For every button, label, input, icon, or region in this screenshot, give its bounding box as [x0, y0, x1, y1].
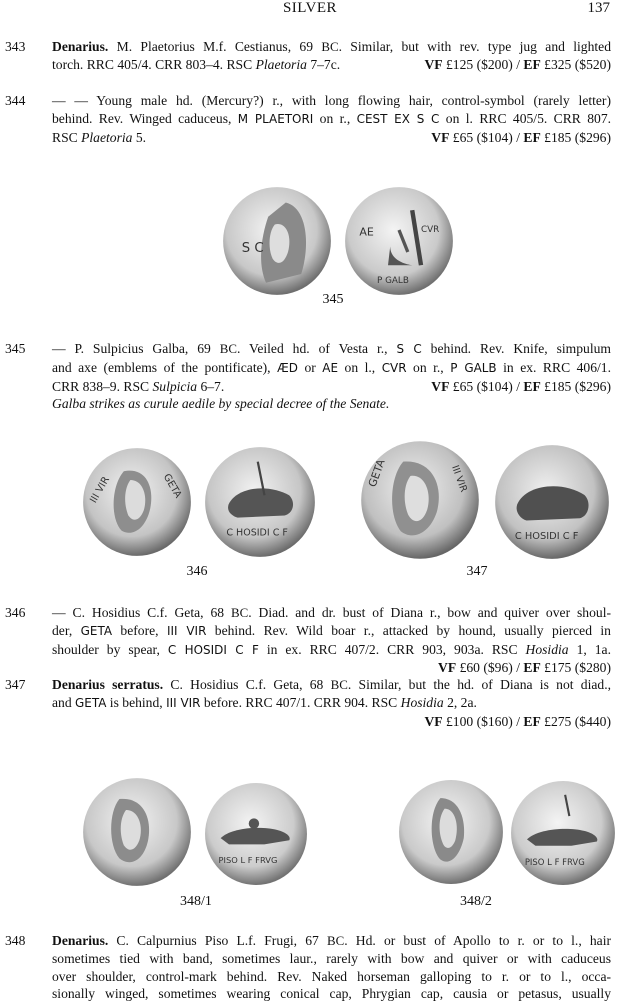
- entry-number: 348: [5, 933, 26, 948]
- coin-legend: GETA: [365, 457, 388, 489]
- text: C. Calpurnius Piso L.f. Frugi, 67: [108, 933, 327, 948]
- entry-line: [52, 129, 611, 147]
- price: [431, 378, 611, 396]
- text: £100 ($160) /: [442, 713, 524, 729]
- coin-345-obverse: [222, 186, 332, 296]
- coin-image: [222, 186, 332, 296]
- ref-name: Hosidia: [400, 694, 444, 710]
- text: on r.,: [406, 359, 451, 375]
- entry-line: over shoulder, control-mark behind. Rev. Naked horseman galloping to r. or to l., occa-: [52, 968, 611, 984]
- entry-347: [5, 676, 611, 730]
- page-header: [0, 0, 620, 20]
- text: . Hd. or bust of Apollo to r. or to l., hair: [344, 933, 612, 948]
- text: der,: [52, 622, 81, 638]
- coin-legend: PISO L F FRVG: [218, 855, 278, 866]
- legend: III VIR: [166, 623, 207, 638]
- text: . Diad. and dr. bust of Diana r., bow and quiver over shoul-: [248, 605, 611, 620]
- text: . Veiled hd. of Vesta r.,: [236, 341, 397, 356]
- text: £175 ($280): [540, 660, 611, 676]
- coin-348-1-obverse: [82, 776, 192, 888]
- text: 6–7.: [197, 378, 225, 394]
- price: [52, 713, 611, 731]
- text: BC: [230, 605, 249, 620]
- figure-caption: 347: [466, 564, 488, 579]
- text: on l.,: [338, 359, 382, 375]
- entry-number: 343: [5, 39, 26, 54]
- running-head: SILVER: [282, 0, 338, 16]
- text: 7–7c.: [306, 56, 341, 72]
- coin-legend: C HOSIDI C F: [226, 527, 288, 539]
- denomination: Denarius.: [52, 933, 109, 948]
- legend: GETA: [75, 695, 107, 710]
- text: on r.,: [313, 110, 357, 126]
- text: BC: [321, 39, 339, 54]
- text: and: [52, 694, 76, 710]
- coin-345-reverse: [344, 186, 454, 296]
- text: torch. RRC 405/4. CRR 803–4. RSC: [52, 56, 256, 72]
- text: — P. Sulpicius Galba, 69: [52, 341, 220, 356]
- note: Galba strikes as curule aedile by special decree of the Senate.: [52, 396, 390, 412]
- denomination: Denarius serratus.: [52, 677, 164, 692]
- entry-line: [52, 340, 611, 359]
- entry-343: [5, 38, 611, 74]
- text: or: [297, 359, 323, 375]
- coin-legend: PISO L F FRVG: [524, 856, 585, 867]
- text: M. Plaetorius M.f. Cestianus, 69: [108, 39, 322, 54]
- legend: CVR: [381, 360, 407, 375]
- entry-number: 344: [5, 93, 26, 108]
- text: £60 ($96) /: [456, 660, 524, 676]
- grade: EF: [523, 713, 541, 729]
- coin-image: [204, 446, 316, 558]
- entry-number: 347: [5, 677, 26, 692]
- ref-name: Plaetoria: [81, 129, 133, 145]
- ref-name: Sulpicia: [152, 378, 198, 394]
- ref-name: Plaetoria: [255, 56, 307, 72]
- grade: EF: [523, 378, 541, 394]
- text: BC: [330, 677, 348, 692]
- coin-image: [204, 782, 308, 886]
- grade: EF: [523, 129, 541, 145]
- text: £65 ($104) /: [449, 378, 524, 394]
- text: £185 ($296): [540, 129, 611, 145]
- entry-line: [52, 38, 611, 56]
- text: £125 ($200) /: [442, 56, 524, 72]
- text: BC: [219, 341, 237, 356]
- coin-legend: P GALB: [377, 275, 409, 286]
- text: on l. RRC 405/5. CRR 807.: [439, 110, 612, 126]
- legend: AE: [322, 360, 339, 375]
- grade: VF: [424, 713, 443, 729]
- coin-346-reverse: [204, 446, 316, 558]
- text: 1, 1a.: [568, 641, 611, 657]
- legend: S C: [396, 342, 422, 356]
- text: RSC: [52, 129, 82, 145]
- coin-legend: III VIR: [449, 463, 469, 494]
- entry-348: [5, 932, 611, 1003]
- entry-note: [52, 395, 611, 413]
- entry-line: [52, 641, 611, 660]
- text: BC: [327, 933, 345, 948]
- legend: C HOSIDI C F: [167, 642, 259, 657]
- legend: ÆD: [277, 360, 298, 375]
- entry-344: [5, 92, 611, 146]
- figure-caption: 348/2: [460, 894, 492, 909]
- text: and axe (emblems of the pontificate),: [52, 359, 278, 375]
- entry-line: — — Young male hd. (Mercury?) r., with long flowing hair, control-symbol (rarely letter): [52, 93, 611, 108]
- text: £185 ($296): [540, 378, 611, 394]
- grade: VF: [438, 660, 457, 676]
- entry-line: [52, 378, 611, 396]
- text: behind. Rev. Knife, simpulum: [421, 341, 611, 356]
- text: in ex. RRC 406/1.: [496, 359, 611, 375]
- grade: EF: [523, 56, 541, 72]
- coin-legend: AE: [359, 225, 374, 239]
- coin-348-2-obverse: [398, 776, 504, 888]
- figure-caption: 348/1: [180, 894, 212, 909]
- coin-image: [360, 440, 480, 560]
- text: behind. Rev. Wild boar r., attacked by hound, usually pierced in: [206, 622, 611, 638]
- text: . Similar, but with rev. type jug and lighted: [338, 39, 611, 54]
- text: in ex. RRC 407/2. CRR 903, 903a. RSC: [258, 641, 526, 657]
- entry-346: [5, 604, 611, 677]
- legend: M PLAETORI: [237, 111, 314, 126]
- price: [52, 659, 611, 677]
- text: CRR 838–9. RSC: [52, 378, 153, 394]
- entry-345: [5, 340, 611, 413]
- price: [431, 129, 611, 147]
- legend: GETA: [80, 623, 113, 638]
- coin-348-2-reverse: [510, 780, 616, 886]
- entry-line: [52, 694, 611, 713]
- grade: VF: [431, 378, 450, 394]
- coin-image: [344, 186, 454, 296]
- grade: VF: [431, 129, 450, 145]
- coin-image: [510, 780, 616, 886]
- entry-line: sometimes tied with band, sometimes laur., rarely with bow and quiver or with caduceus: [52, 950, 611, 966]
- page-number: 137: [587, 0, 610, 16]
- coin-image: [82, 446, 192, 558]
- grade: EF: [523, 660, 541, 676]
- text: £325 ($520): [540, 56, 611, 72]
- legend: P GALB: [450, 360, 497, 375]
- text: . Similar, but the hd. of Diana is not diad.,: [347, 677, 611, 692]
- coin-legend: CVR: [421, 225, 440, 236]
- coin-347-reverse: [494, 444, 610, 560]
- entry-number: 345: [5, 341, 26, 356]
- coin-image: [82, 776, 192, 888]
- entry-line: [52, 622, 611, 641]
- text: behind. Rev. Winged caduceus,: [52, 110, 238, 126]
- text: is behind,: [106, 694, 167, 710]
- entry-line: sionally winged, sometimes wearing conical cap, Phrygian cap, causia or petasus, usually: [52, 986, 611, 1002]
- legend: CEST EX S C: [356, 111, 440, 126]
- coin-legend: C HOSIDI C F: [514, 531, 579, 543]
- text: 2, 2a.: [443, 694, 477, 710]
- coin-legend: GETA: [160, 472, 184, 501]
- denomination: Denarius.: [52, 39, 109, 54]
- coin-346-obverse: [82, 446, 192, 558]
- coin-348-1-reverse: [204, 782, 308, 886]
- ref-name: Hosidia: [525, 641, 569, 657]
- figure-caption: 346: [186, 564, 208, 579]
- text: before,: [112, 622, 167, 638]
- text: £65 ($104) /: [449, 129, 524, 145]
- coin-legend: S C: [241, 241, 264, 256]
- entry-line: [52, 56, 611, 74]
- entry-line: [52, 932, 611, 950]
- figure-caption: 345: [322, 292, 344, 307]
- text: 5.: [132, 129, 147, 145]
- text: £275 ($440): [540, 713, 611, 729]
- text: C. Hosidius C.f. Geta, 68: [163, 677, 331, 692]
- coin-347-obverse: [360, 440, 480, 560]
- entry-line: [52, 359, 611, 378]
- entry-number: 346: [5, 605, 26, 620]
- text: before. RRC 407/1. CRR 904. RSC: [200, 694, 401, 710]
- coin-image: [398, 776, 504, 888]
- entry-line: [52, 110, 611, 129]
- grade: VF: [424, 56, 443, 72]
- entry-line: [52, 676, 611, 694]
- price: [424, 56, 611, 74]
- text: shoulder by spear,: [52, 641, 168, 657]
- coin-image: [494, 444, 610, 560]
- text: — C. Hosidius C.f. Geta, 68: [52, 605, 231, 620]
- entry-line: [52, 604, 611, 622]
- coin-legend: III VIR: [88, 474, 113, 506]
- legend: III VIR: [166, 695, 201, 710]
